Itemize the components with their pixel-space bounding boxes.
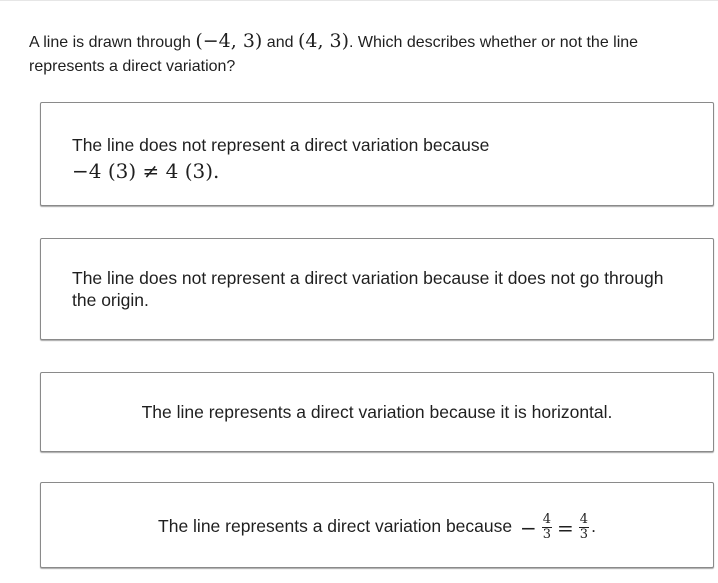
- fraction-1-numerator: 4: [542, 512, 552, 527]
- fraction-2-numerator: 4: [579, 512, 589, 527]
- fraction-four-thirds: [579, 513, 589, 542]
- answer-choice-c[interactable]: [40, 372, 714, 452]
- fraction-1-denominator: 3: [542, 527, 552, 542]
- question-text-mid: and: [262, 34, 298, 51]
- fraction-2-denominator: 3: [579, 527, 589, 542]
- choice-a-math: −4 (3) ≠ 4 (3).: [72, 159, 220, 183]
- answer-choice-a[interactable]: [40, 102, 714, 206]
- equals-sign: =: [557, 515, 574, 540]
- question-prompt: [29, 29, 699, 79]
- choice-d-period: .: [591, 516, 596, 537]
- minus-sign: −: [519, 515, 537, 540]
- answer-choice-b[interactable]: [40, 238, 714, 340]
- question-text-start: A line is drawn through: [29, 34, 196, 51]
- fraction-negative-four-thirds: [542, 513, 552, 542]
- choice-a-text: The line does not represent a direct variation because: [72, 135, 490, 155]
- choice-d-text: The line represents a direct variation because: [158, 516, 517, 537]
- top-divider: [0, 0, 718, 1]
- point-1: (−4, 3): [195, 30, 263, 52]
- point-2: (4, 3): [297, 30, 350, 52]
- question-text-end: . Which describes whether or not the line represents a direct variation?: [29, 34, 639, 75]
- answer-choice-d[interactable]: [40, 482, 714, 568]
- choice-c-text: The line represents a direct variation because it is horizontal.: [141, 402, 613, 422]
- choice-b-text: The line does not represent a direct variation because it does not go through the origin.: [72, 268, 664, 310]
